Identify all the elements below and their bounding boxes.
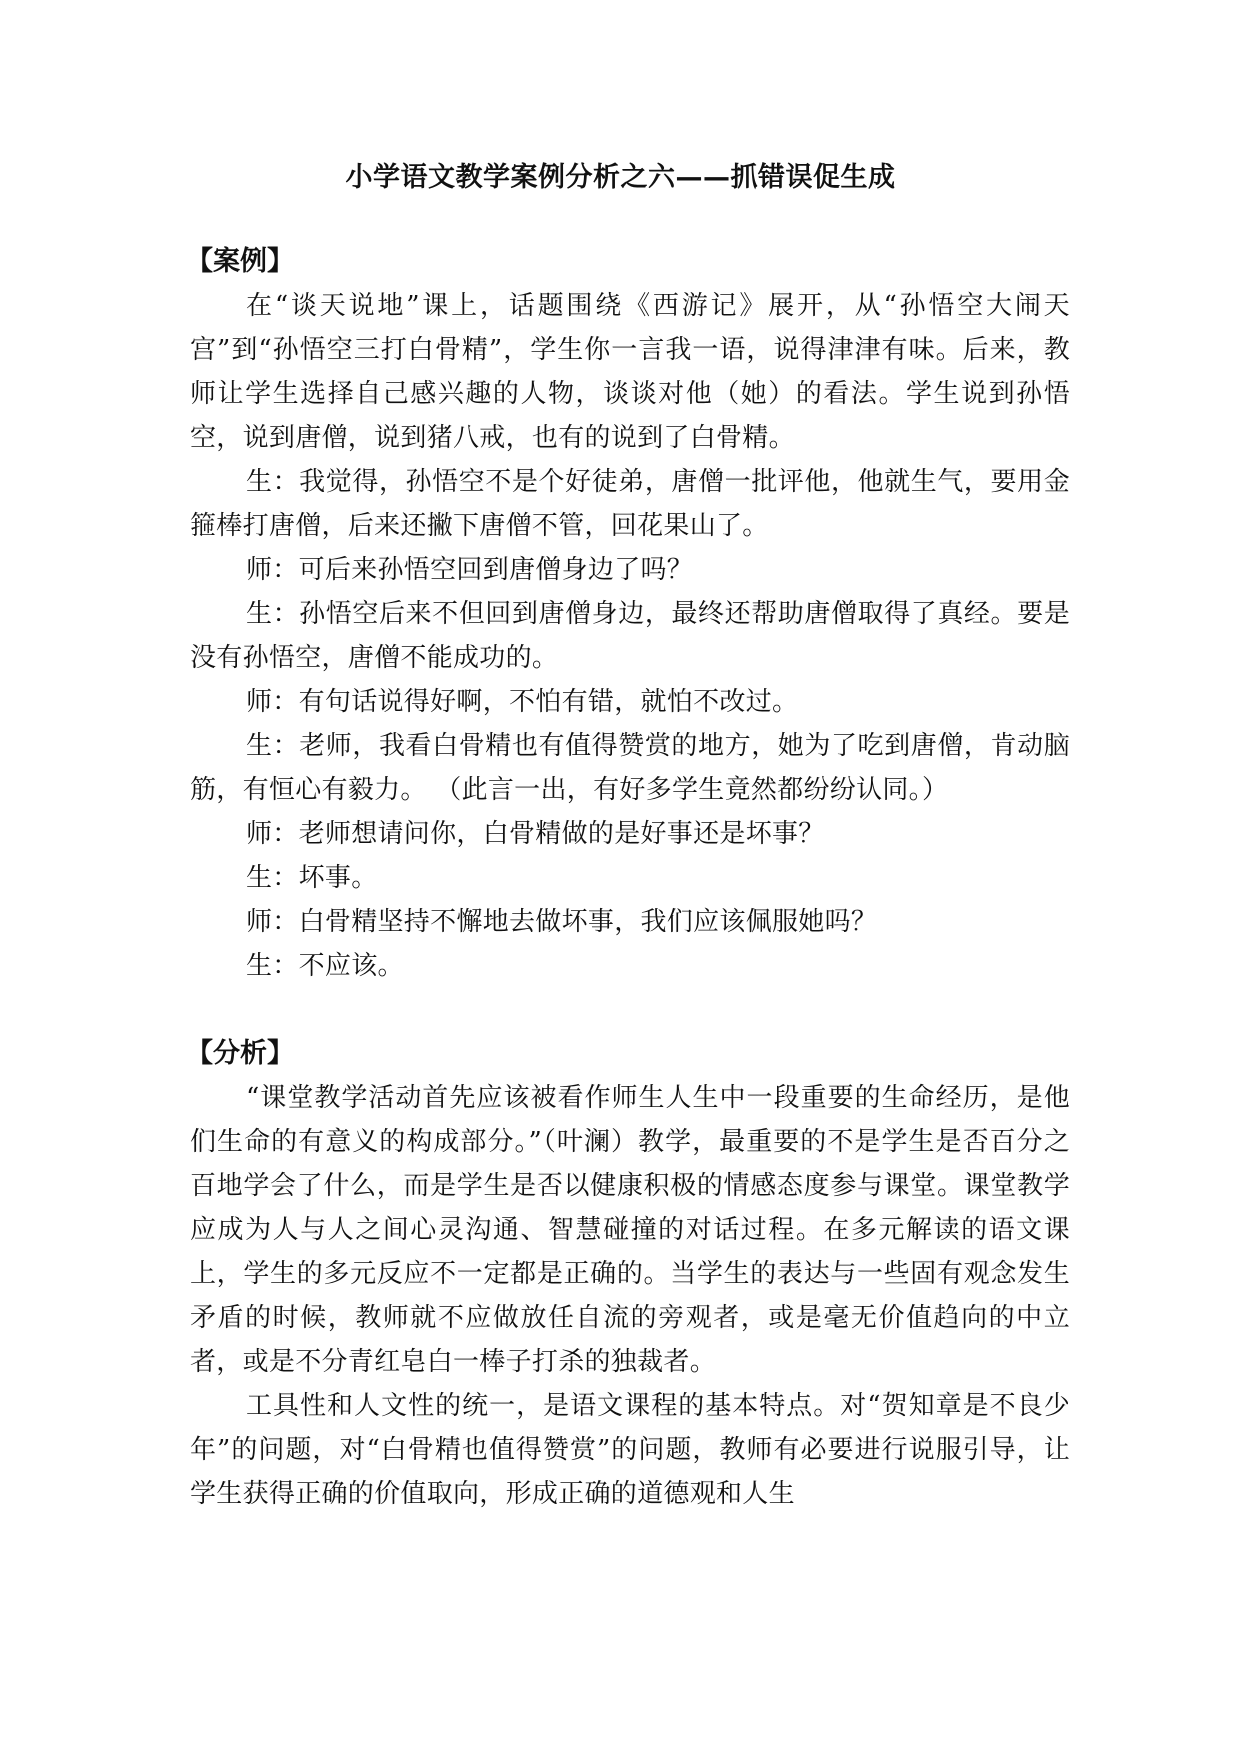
case-dialogue-line: 师：老师想请问你，白骨精做的是好事还是坏事？ bbox=[246, 819, 825, 849]
section-spacer bbox=[190, 988, 1070, 1032]
case-dialogue-line: 生：不应该。 bbox=[246, 951, 404, 981]
document-body bbox=[186, 240, 1070, 1516]
case-dialogue-line: 生：坏事。 bbox=[246, 863, 378, 893]
case-dialogue-line: 师：白骨精坚持不懈地去做坏事，我们应该佩服她吗？ bbox=[246, 907, 878, 937]
case-dialogue-line: 生：老师，我看白骨精也有值得赞赏的地方，她为了吃到唐僧，肯动脑筋，有恒心有毅力。 （此言一出，有好多学生竟然都纷纷认同。） bbox=[190, 731, 1070, 805]
document-title: 小学语文教学案例分析之六——抓错误促生成 bbox=[345, 162, 896, 193]
case-dialogue-line: 生：孙悟空后来不但回到唐僧身边，最终还帮助唐僧取得了真经。要是没有孙悟空，唐僧不能成功的。 bbox=[190, 599, 1070, 673]
analysis-paragraph: “课堂教学活动首先应该被看作师生人生中一段重要的生命经历，是他们生命的有意义的构成部分。”（叶澜）教学，最重要的不是学生是否百分之百地学会了什么，而是学生是否以健康积极的情感态度参与课堂。课堂教学应成为人与人之间心灵沟通、智慧碰撞的对话过程。在多元解读的语文课上，学生的多元反应不一定都是正确的。当学生的表达与一些固有观念发生矛盾的时候，教师就不应做放任自流的旁观者，或是毫无价值趋向的中立者，或是不分青红皂白一棒子打杀的独裁者。 bbox=[190, 1083, 1070, 1377]
analysis-paragraph: 工具性和人文性的统一，是语文课程的基本特点。对“贺知章是不良少年”的问题，对“白骨精也值得赞赏”的问题，教师有必要进行说服引导，让学生获得正确的价值取向，形成正确的道德观和人生 bbox=[190, 1391, 1070, 1509]
analysis-heading: 【分析】 bbox=[186, 1038, 294, 1069]
case-paragraph: 在“谈天说地”课上，话题围绕《西游记》展开，从“孙悟空大闹天宫”到“孙悟空三打白骨精”，学生你一言我一语，说得津津有味。后来，教师让学生选择自己感兴趣的人物，谈谈对他（她）的看法。学生说到孙悟空，说到唐僧，说到猪八戒，也有的说到了白骨精。 bbox=[190, 291, 1070, 453]
case-dialogue-line: 师：有句话说得好啊，不怕有错，就怕不改过。 bbox=[246, 687, 799, 717]
case-dialogue-line: 生：我觉得，孙悟空不是个好徒弟，唐僧一批评他，他就生气，要用金箍棒打唐僧，后来还撇下唐僧不管，回花果山了。 bbox=[190, 467, 1070, 541]
case-dialogue-line: 师：可后来孙悟空回到唐僧身边了吗？ bbox=[246, 555, 694, 585]
case-heading: 【案例】 bbox=[186, 246, 294, 277]
